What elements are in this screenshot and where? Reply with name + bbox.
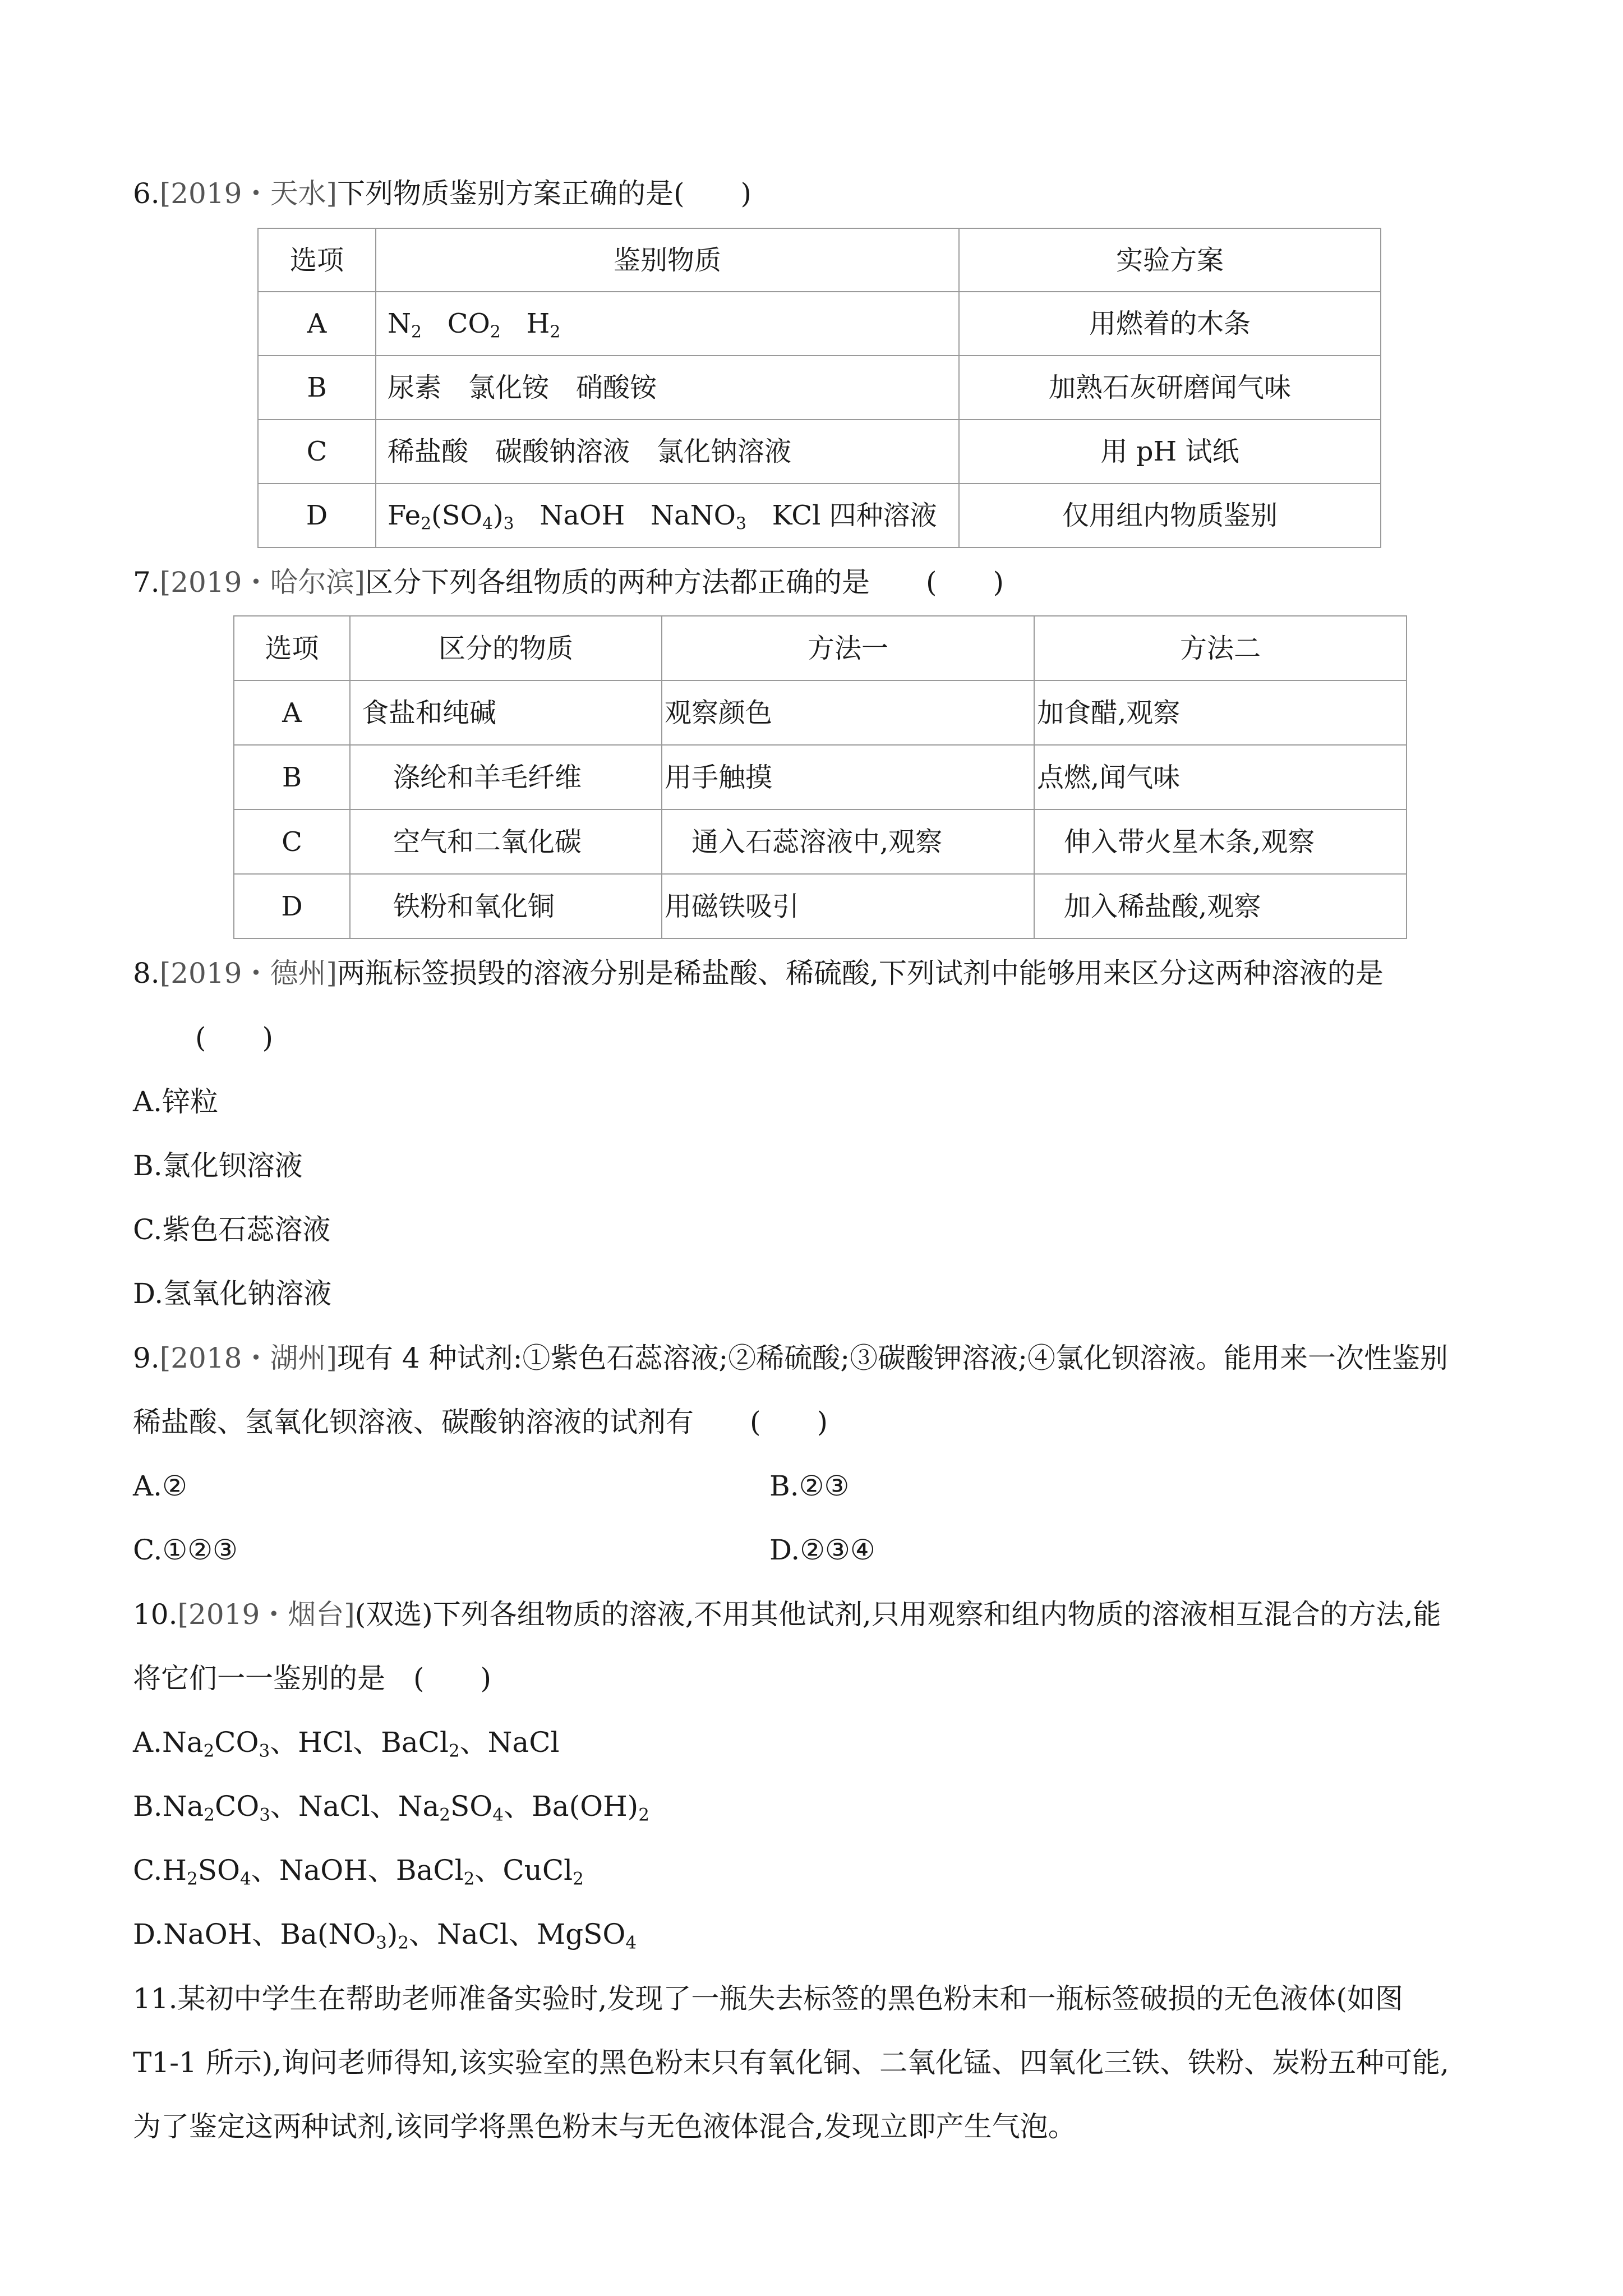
option-b: B.氯化钡溶液 — [133, 1149, 303, 1182]
table-header-row — [234, 616, 1407, 680]
table-row — [234, 874, 1407, 938]
method-cell: 仅用组内物质鉴别 — [959, 484, 1381, 547]
option-a: A.② — [133, 1470, 187, 1502]
method1-cell: 通入石蕊溶液中,观察 — [662, 809, 1034, 874]
option-cell: A — [234, 680, 350, 745]
question-8-stem — [133, 957, 1384, 990]
question-9-stem-line2: 稀盐酸、氢氧化钡溶液、碳酸钠溶液的试剂有 ( ) — [133, 1406, 828, 1438]
option-cell: C — [234, 809, 350, 874]
table-row — [234, 680, 1407, 745]
header-cell: 方法一 — [662, 616, 1034, 680]
question-11-line-1: 11.某初中学生在帮助老师准备实验时,发现了一瓶失去标签的黑色粉末和一瓶标签破损的无色液体(如图 — [133, 1982, 1403, 2015]
substances-cell: 食盐和纯碱 — [350, 680, 662, 745]
question-text: (双选)下列各组物质的溶液,不用其他试剂,只用观察和组内物质的溶液相互混合的方法,能 — [354, 1598, 1441, 1631]
question-source: [2019・天水] — [159, 177, 337, 210]
substances-cell: $Fe_2(SO_4)_3$ NaOH NaNO$_3$ KCl 四种溶液 — [376, 484, 959, 547]
question-source: [2018・湖州] — [159, 1342, 337, 1374]
question-11-line-3: 为了鉴定这两种试剂,该同学将黑色粉末与无色液体混合,发现立即产生气泡。 — [133, 2110, 1076, 2143]
header-cell: 选项 — [234, 616, 350, 680]
question-text: 区分下列各组物质的两种方法都正确的是 ( ) — [365, 566, 1004, 599]
question-text: 下列物质鉴别方案正确的是( ) — [336, 177, 751, 210]
method1-cell: 用磁铁吸引 — [662, 874, 1034, 938]
method2-cell: 伸入带火星木条,观察 — [1034, 809, 1407, 874]
question-text: 现有 4 种试剂:①紫色石蕊溶液;②稀硫酸;③碳酸钾溶液;④氯化钡溶液。能用来一次性鉴别 — [336, 1342, 1448, 1374]
question-6-stem — [133, 177, 751, 210]
option-cell: B — [258, 356, 376, 420]
method2-cell: 加食醋,观察 — [1034, 680, 1407, 745]
substances-cell: 空气和二氧化碳 — [350, 809, 662, 874]
option-cell: D — [258, 484, 376, 547]
method2-cell: 加入稀盐酸,观察 — [1034, 874, 1407, 938]
option-a: $A.Na_2CO_3$、HCl、BaCl$_2$、NaCl — [133, 1726, 560, 1761]
method-cell: 用燃着的木条 — [959, 292, 1381, 356]
question-number: 7. — [133, 566, 160, 599]
table-row — [234, 809, 1407, 874]
method2-cell: 点燃,闻气味 — [1034, 745, 1407, 809]
question-source: [2019・德州] — [159, 957, 337, 990]
question-11-line-2: T1-1 所示),询问老师得知,该实验室的黑色粉末只有氧化铜、二氧化锰、四氧化三铁、铁粉、炭粉五种可能, — [133, 2046, 1449, 2079]
table-row — [258, 356, 1381, 420]
question-number: 8. — [133, 957, 160, 990]
method1-cell: 观察颜色 — [662, 680, 1034, 745]
question-10-stem — [133, 1598, 1441, 1631]
table-row — [258, 484, 1381, 547]
question-text: 两瓶标签损毁的溶液分别是稀盐酸、稀硫酸,下列试剂中能够用来区分这两种溶液的是 — [336, 957, 1384, 990]
question-8-answer-blank: ( ) — [195, 1022, 274, 1054]
question-number: 10. — [133, 1598, 178, 1631]
header-cell: 区分的物质 — [350, 616, 662, 680]
method-cell: 用 pH 试纸 — [959, 420, 1381, 484]
question-source: [2019・哈尔滨] — [159, 566, 365, 599]
option-c: C.紫色石蕊溶液 — [133, 1213, 331, 1246]
question-7-stem — [133, 566, 1004, 599]
method-cell: 加熟石灰研磨闻气味 — [959, 356, 1381, 420]
header-cell: 鉴别物质 — [376, 228, 959, 292]
question-6-table — [257, 228, 1381, 548]
table-row — [234, 745, 1407, 809]
header-cell: 选项 — [258, 228, 376, 292]
option-cell: D — [234, 874, 350, 938]
header-cell: 实验方案 — [959, 228, 1381, 292]
option-cell: C — [258, 420, 376, 484]
option-b: B.②③ — [769, 1470, 850, 1502]
substances-cell: 尿素 氯化铵 硝酸铵 — [376, 356, 959, 420]
option-d: D.氢氧化钠溶液 — [133, 1277, 332, 1310]
question-10-stem-line2: 将它们一一鉴别的是 ( ) — [133, 1662, 492, 1695]
question-number: 9. — [133, 1342, 160, 1374]
table-row — [258, 292, 1381, 356]
question-7-table — [233, 615, 1407, 939]
question-9-stem — [133, 1344, 1448, 1372]
substances-cell: $N_2$ $CO_2$ $H_2$ — [376, 292, 959, 356]
substances-cell: 铁粉和氧化铜 — [350, 874, 662, 938]
table-header-row — [258, 228, 1381, 292]
option-d: D.NaOH、$Ba(NO_3)_2$、NaCl、MgSO$_4$ — [133, 1918, 637, 1953]
substances-cell: 稀盐酸 碳酸钠溶液 氯化钠溶液 — [376, 420, 959, 484]
question-source: [2019・烟台] — [177, 1598, 355, 1631]
substances-cell: 涤纶和羊毛纤维 — [350, 745, 662, 809]
option-a: A.锌粒 — [133, 1085, 219, 1118]
option-cell: A — [258, 292, 376, 356]
option-cell: B — [234, 745, 350, 809]
method1-cell: 用手触摸 — [662, 745, 1034, 809]
option-b: $B.Na_2CO_3$、NaCl、$Na_2SO_4$、$Ba(OH)_2$ — [133, 1790, 649, 1825]
table-row — [258, 420, 1381, 484]
option-c: $C.H_2SO_4$、NaOH、BaCl$_2$、CuCl$_2$ — [133, 1854, 584, 1889]
option-d: D.②③④ — [769, 1534, 875, 1566]
option-c: C.①②③ — [133, 1534, 238, 1566]
question-number: 6. — [133, 177, 160, 210]
header-cell: 方法二 — [1034, 616, 1407, 680]
